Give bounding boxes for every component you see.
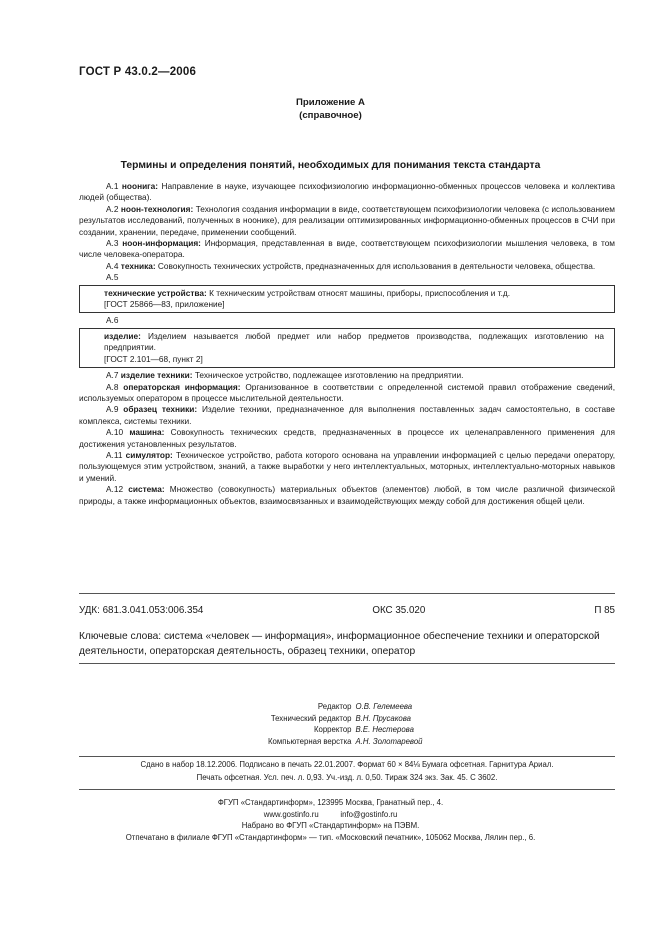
term-definition (79, 484, 615, 507)
term-name: ноонига: (121, 181, 159, 191)
staff-role: Компьютерная верстка (267, 737, 352, 747)
term-number: А.6 (106, 315, 119, 326)
term-text: Техническое устройство, подлежащее изготовлению на предприятии. (194, 370, 464, 381)
staff-row (0, 736, 661, 748)
print-info-line2: Печать офсетная. Усл. печ. л. 0,93. Уч.-изд. л. 0,50. Тираж 324 экз. Зак. 45. С 3602. (196, 773, 498, 782)
term-name: симулятор: (125, 449, 173, 460)
divider-print-bottom (79, 789, 615, 790)
staff-row (0, 724, 661, 736)
oks-code: ОКС 35.020 (372, 605, 426, 616)
term-number: А.1 (106, 181, 119, 191)
term-definition (79, 238, 615, 261)
group-code: П 85 (594, 605, 615, 616)
term-text: Информация, представленная в виде, соответствующем психофизиологии мышления человека, в том числе человека-оператора. (79, 238, 616, 260)
term-definition (79, 450, 615, 484)
term-number: А.12 (106, 484, 124, 495)
term-number: А.10 (106, 427, 124, 438)
divider-keywords (79, 663, 615, 664)
term-definition (104, 331, 604, 354)
term-text: К техническим устройствам относят машины, приборы, приспособления и т.д. (209, 287, 511, 298)
term-number: А.4 (106, 260, 119, 271)
term-text: Изделием называется любой предмет или набор предметов производства, подлежащих изготовлению на предприятии. (104, 330, 604, 353)
term-reference: [ГОСТ 2.101—68, пункт 2] (104, 353, 203, 364)
staff-role: Редактор (317, 702, 352, 711)
classification-row (79, 605, 615, 616)
term-definition (79, 404, 615, 427)
term-definition (79, 382, 615, 405)
terms-list-2 (79, 370, 615, 507)
print-info-line1: Сдано в набор 18.12.2006. Подписано в печать 22.01.2007. Формат 60 × 84⅛ Бумага офсетная. Гарнитура Ариал. (140, 760, 554, 769)
term-text: Техническое устройство, работа которого основана на управлении информацией с целью передачи оператору, пользующемуся этим устройством, знаний, а также выработки у него интеллектуальных, моторных, интеллектуально-моторных навыков и умений. (79, 449, 616, 483)
term-reference: [ГОСТ 25866—83, приложение] (104, 299, 225, 310)
term-definition (79, 370, 615, 381)
term-name: технические устройства: (104, 287, 207, 298)
term-definition (104, 288, 604, 299)
udk-code: УДК: 681.3.041.053:006.354 (79, 605, 204, 616)
appendix-subtitle: (справочное) (299, 110, 362, 121)
term-name: ноон-информация: (122, 238, 201, 249)
term-text: Организованное в соответствии с определенной системой правил отображение сведений, используемых оператором в процессе мыслительной деятельности. (79, 381, 616, 403)
publisher-line: Отпечатано в филиале ФГУП «Стандартинформ» — тип. «Московский печатник», 105062 Москва, Лялин пер., 6. (125, 832, 536, 842)
term-number: А.3 (106, 238, 119, 249)
staff-row (0, 713, 661, 725)
term-number: А.8 (106, 381, 119, 392)
term-name: изделие техники: (120, 370, 193, 381)
staff-role: Корректор (313, 725, 352, 735)
appendix-title: Приложение А (296, 97, 365, 108)
term-name: изделие: (104, 330, 141, 341)
term-text: Множество (совокупность) материальных объектов (элементов) любой, в том числе различной физической природы, а также информационных объектов, взаимосвязанных и взаимодействующих между собой для достижения общей цели. (79, 484, 615, 506)
term-text: Совокупность технических устройств, предназначенных для использования в деятельности человека, общества. (157, 260, 596, 271)
term-definition (79, 181, 615, 204)
term-name: образец техники: (123, 404, 198, 415)
term-name: машина: (129, 427, 165, 438)
publisher-block (0, 797, 661, 843)
term-text: Изделие техники, предназначенное для выполнения поставленных задач самостоятельно, в составе комплекса, системы техники. (79, 404, 616, 426)
publisher-web-line: www.gostinfo.ru info@gostinfo.ru (263, 809, 398, 819)
term-text: Технология создания информации в виде, соответствующем психофизиологии человека (с использованием результатов исследований, полученных в ноонике), для реализации оптимизированных информационно-обменных процессов в СЧИ при создании, хранении, передаче, применении сообщений. (79, 203, 615, 237)
staff-list (0, 701, 661, 748)
staff-name: В.Е. Нестерова (355, 725, 414, 735)
term-number: А.7 (106, 370, 119, 381)
term-name: техника: (120, 260, 156, 271)
boxed-terms-list (79, 272, 615, 368)
publisher-line: ФГУП «Стандартинформ», 123995 Москва, Гранатный пер., 4. (217, 798, 444, 807)
terms-body (79, 181, 615, 507)
term-text: Направление в науке, изучающее психофизиологию информационно-обменных процессов человека и коллектива людей (общества). (79, 181, 615, 203)
staff-role: Технический редактор (270, 713, 352, 723)
term-name: система: (128, 484, 165, 495)
term-number: А.2 (106, 203, 119, 214)
term-name: ноон-технология: (120, 203, 194, 214)
term-definition (79, 261, 615, 272)
staff-name: О.В. Гелемеева (355, 702, 413, 711)
divider-print-top (79, 756, 615, 757)
boxed-term (79, 285, 615, 314)
staff-row (0, 701, 661, 713)
keywords: Ключевые слова: система «человек — информация», информационное обеспечение техники и операторской деятельности, операторская деятельность, образец техники, оператор (79, 631, 600, 657)
divider-top (79, 593, 615, 594)
terms-list-1 (79, 181, 615, 272)
term-number: А.9 (106, 404, 119, 415)
term-definition (79, 427, 615, 450)
staff-name: В.Н. Прусакова (355, 713, 411, 723)
section-title: Термины и определения понятий, необходимых для понимания текста стандарта (120, 160, 541, 171)
publisher-line: Набрано во ФГУП «Стандартинформ» на ПЭВМ. (241, 821, 420, 831)
staff-name: А.Н. Золотаревой (355, 737, 423, 747)
term-name: операторская информация: (123, 381, 241, 392)
boxed-term (79, 328, 615, 368)
document-header: ГОСТ Р 43.0.2—2006 (79, 66, 197, 78)
term-number: А.11 (106, 449, 123, 460)
term-text: Совокупность технических средств, предназначенных в процессе их целенаправленного применения для достижения установленных результатов. (79, 427, 615, 449)
term-definition (79, 204, 615, 238)
term-number: А.5 (106, 272, 119, 283)
